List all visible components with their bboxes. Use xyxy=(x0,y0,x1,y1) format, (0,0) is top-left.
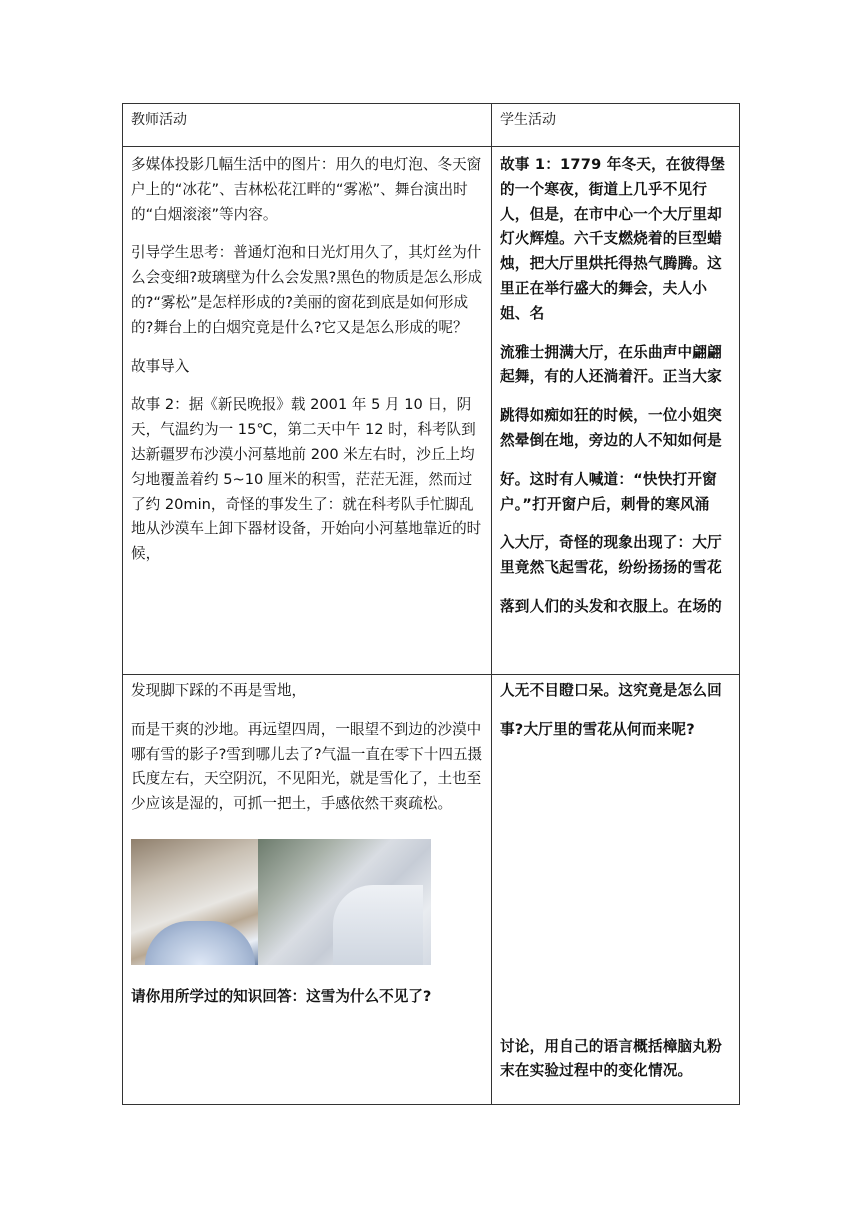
paragraph-story-2: 故事 2：据《新民晚报》载 2001 年 5 月 10 日，阴天，气温约为一 15℃，第二天中午 12 时，科考队到达新疆罗布沙漠小河墓地前 200 米左右时，沙丘上均匀地覆盖着约 5~10 厘米的积雪，茫茫无涯，然而过了约 20min，奇怪的事发生了：就在科考队手忙脚乱地从沙漠车上卸下器材设备，开始向小河墓地靠近的时候， xyxy=(131,396,482,563)
paragraph-story-1-end: 人无不目瞪口呆。这究竟是怎么回 xyxy=(500,682,722,699)
paragraph-story-1-cont: 流雅士拥满大厅，在乐曲声中翩翩起舞，有的人还淌着汗。正当大家 xyxy=(500,343,722,386)
snow-path-image xyxy=(258,839,431,965)
header-student xyxy=(492,104,740,147)
lesson-table xyxy=(122,103,740,1105)
paragraph-story-2-cont: 而是干爽的沙地。再远望四周，一眼望不到边的沙漠中哪有雪的影子?雪到哪儿去了?气温一直在零下十四五摄氏度左右，天空阴沉，不见阳光，就是雪化了，土也至少应该是湿的，可抓一把土，手感依然干爽疏松。 xyxy=(131,720,483,813)
student-cell xyxy=(492,147,740,675)
paragraph-story-1: 故事 1：1779 年冬天，在彼得堡的一个寒夜，街道上几乎不见行人，但是，在市中心一个大厅里却灯火辉煌。六千支燃烧着的巨型蜡烛，把大厅里烘托得热气腾腾。这里正在举行盛大的舞会，夫人小姐、名 xyxy=(500,156,726,322)
paragraph-question: 请你用所学过的知识回答：这雪为什么不见了? xyxy=(131,987,432,1005)
paragraph-story-1-cont: 落到人们的头发和衣服上。在场的 xyxy=(500,597,722,615)
paragraph-story-1-cont: 好。这时有人喊道：“快快打开窗户。”打开窗户后，刺骨的寒风涌 xyxy=(500,470,717,513)
snow-photos xyxy=(131,839,431,965)
header-row xyxy=(123,104,740,147)
paragraph-guide-question: 引导学生思考：普通灯泡和日光灯用久了，其灯丝为什么会变细?玻璃壁为什么会发黑?黑色的物质是怎么形成的?“雾松”是怎样形成的?美丽的窗花到底是如何形成的?舞台上的白烟究竟是什么?它又是怎么形成的呢？ xyxy=(131,244,483,336)
paragraph-story-1-end: 事?大厅里的雪花从何而来呢? xyxy=(500,720,695,738)
header-student-label: 学生活动 xyxy=(500,112,556,128)
teacher-cell xyxy=(123,147,492,675)
header-teacher xyxy=(123,104,492,147)
snow-forest-image xyxy=(131,839,258,965)
paragraph-story-1-cont: 跳得如痴如狂的时候，一位小姐突然晕倒在地，旁边的人不知如何是 xyxy=(500,407,722,449)
student-cell xyxy=(492,675,740,1105)
paragraph-story-1-cont: 入大厅，奇怪的现象出现了：大厅里竟然飞起雪花，纷纷扬扬的雪花 xyxy=(500,534,722,577)
table-row xyxy=(123,147,740,675)
paragraph-story-intro: 故事导入 xyxy=(131,357,190,375)
paragraph-discussion: 讨论，用自己的语言概括樟脑丸粉末在实验过程中的变化情况。 xyxy=(500,1037,722,1080)
teacher-cell xyxy=(123,675,492,1105)
table-row xyxy=(123,675,740,1105)
header-teacher-label: 教师活动 xyxy=(131,112,187,128)
paragraph-media-intro: 多媒体投影几幅生活中的图片：用久的电灯泡、冬天窗户上的“冰花”、吉林松花江畔的“雾凇”、舞台演出时的“白烟滚滚”等内容。 xyxy=(131,156,482,223)
paragraph-story-2-cont: 发现脚下踩的不再是雪地， xyxy=(131,682,307,699)
